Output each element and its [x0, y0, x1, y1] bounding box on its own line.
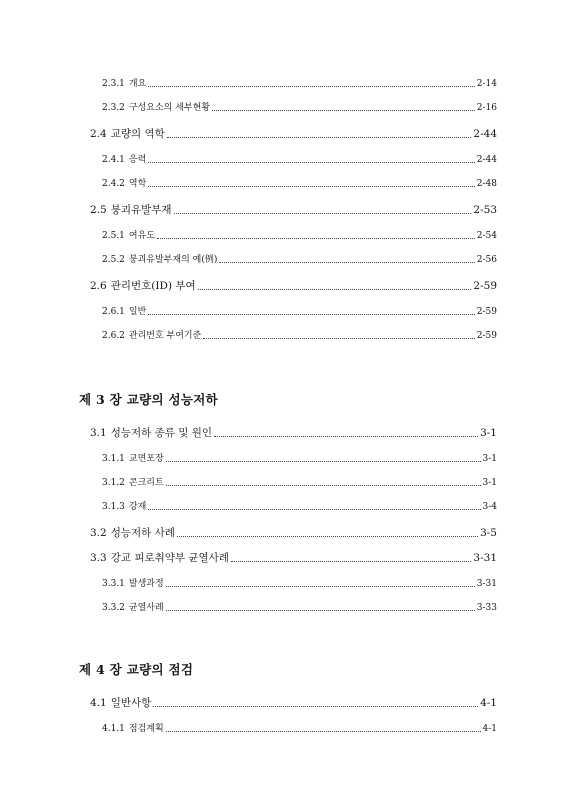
dot-leader [153, 706, 478, 707]
toc-entry-4-1[interactable] [90, 698, 497, 709]
dot-leader [148, 509, 480, 510]
toc-entry-page: 3-1 [482, 454, 497, 464]
chapter-title[interactable]: 제 4 장 교량의 점검 [79, 662, 194, 677]
toc-entry-3-2[interactable] [90, 528, 497, 539]
dot-leader [219, 262, 474, 263]
toc-entry-title: 균열사례 [128, 603, 164, 613]
toc-entry-3-3-1[interactable] [102, 580, 497, 589]
dot-leader [167, 137, 472, 138]
toc-entry-2-3-2[interactable] [102, 104, 497, 113]
toc-entry-2-6-2[interactable] [102, 332, 497, 341]
toc-entry-number: 2.5.1 [102, 231, 125, 241]
toc-entry-2-4[interactable] [90, 129, 497, 140]
dot-leader [174, 213, 472, 214]
toc-entry-title: 발생과정 [128, 579, 164, 589]
toc-entry-title: 교량의 역학 [110, 128, 165, 140]
dot-leader [198, 289, 472, 290]
toc-entry-title: 구성요소의 세부현황 [128, 103, 211, 113]
toc-entry-title: 강재 [128, 502, 147, 512]
dot-leader [166, 461, 481, 462]
toc-entry-page: 3-33 [476, 603, 497, 613]
dot-leader [166, 610, 475, 611]
toc-entry-page: 2-16 [476, 103, 497, 113]
toc-entry-page: 3-1 [482, 478, 497, 488]
toc-entry-3-1-2[interactable] [102, 479, 497, 488]
toc-entry-title: 응력 [128, 155, 147, 165]
toc-entry-page: 2-59 [473, 280, 497, 292]
toc-entry-number: 3.3 [90, 552, 107, 564]
dot-leader [148, 162, 474, 163]
toc-entry-number: 2.5.2 [102, 255, 125, 265]
toc-entry-3-3-2[interactable] [102, 604, 497, 613]
dot-leader [203, 338, 474, 339]
toc-entry-number: 2.4 [90, 128, 107, 140]
toc-entry-title: 일반 [128, 307, 147, 317]
toc-entry-title: 개요 [128, 79, 147, 89]
toc-entry-2-3-1[interactable] [102, 80, 497, 89]
toc-entry-page: 2-54 [476, 231, 497, 241]
toc-entry-number: 2.3.2 [102, 103, 125, 113]
toc-entry-3-1[interactable] [90, 428, 497, 439]
dot-leader [166, 731, 481, 732]
toc-entry-title: 역학 [128, 179, 147, 189]
toc-entry-number: 2.5 [90, 204, 107, 216]
dot-leader [177, 536, 478, 537]
toc-entry-2-5-1[interactable] [102, 232, 497, 241]
dot-leader [214, 436, 478, 437]
toc-entry-number: 4.1 [90, 697, 107, 709]
dot-leader [166, 485, 481, 486]
dot-leader [148, 186, 474, 187]
toc-entry-title: 점검계획 [128, 724, 164, 734]
toc-entry-4-1-1[interactable] [102, 725, 497, 734]
toc-entry-page: 4-1 [480, 697, 497, 709]
toc-entry-title: 성능저하 종류 및 원인 [110, 427, 213, 439]
toc-entry-2-4-1[interactable] [102, 156, 497, 165]
chapter-title[interactable]: 제 3 장 교량의 성능저하 [79, 392, 218, 407]
toc-entry-2-6[interactable] [90, 281, 497, 292]
toc-entry-page: 3-4 [482, 502, 497, 512]
toc-entry-title: 교면포장 [128, 454, 164, 464]
dot-leader [148, 86, 474, 87]
toc-entry-page: 3-31 [476, 579, 497, 589]
dot-leader [231, 561, 471, 562]
toc-entry-page: 2-48 [476, 179, 497, 189]
toc-entry-number: 2.3.1 [102, 79, 125, 89]
toc-entry-number: 3.3.1 [102, 579, 125, 589]
toc-entry-page: 3-31 [473, 552, 497, 564]
toc-entry-2-4-2[interactable] [102, 180, 497, 189]
toc-entry-number: 3.3.2 [102, 603, 125, 613]
toc-entry-page: 2-59 [476, 307, 497, 317]
toc-entry-title: 관리번호(ID) 부여 [110, 280, 196, 292]
toc-entry-number: 2.4.2 [102, 179, 125, 189]
toc-entry-2-5[interactable] [90, 205, 497, 216]
toc-entry-title: 강교 피로취약부 균열사례 [110, 552, 229, 564]
toc-entry-page: 2-53 [473, 204, 497, 216]
toc-entry-number: 4.1.1 [102, 724, 125, 734]
toc-entry-title: 붕괴유발부재의 예(例) [128, 255, 218, 265]
toc-entry-title: 여유도 [128, 231, 155, 241]
toc-entry-page: 2-44 [476, 155, 497, 165]
toc-entry-number: 3.1.3 [102, 502, 125, 512]
toc-entry-number: 2.6.1 [102, 307, 125, 317]
toc-entry-title: 관리번호 부여기준 [128, 331, 202, 341]
toc-entry-page: 3-5 [480, 527, 497, 539]
toc-entry-number: 2.6.2 [102, 331, 125, 341]
toc-entry-page: 2-59 [476, 331, 497, 341]
toc-entry-number: 3.1 [90, 427, 107, 439]
dot-leader [157, 238, 475, 239]
toc-entry-number: 3.1.2 [102, 478, 125, 488]
toc-entry-number: 2.4.1 [102, 155, 125, 165]
toc-entry-page: 2-44 [473, 128, 497, 140]
toc-entry-page: 2-14 [476, 79, 497, 89]
toc-entry-page: 4-1 [482, 724, 497, 734]
toc-entry-title: 콘크리트 [128, 478, 164, 488]
toc-entry-number: 2.6 [90, 280, 107, 292]
toc-entry-3-3[interactable] [90, 553, 497, 564]
toc-entry-2-5-2[interactable] [102, 256, 497, 265]
toc-entry-number: 3.2 [90, 527, 107, 539]
toc-entry-3-1-3[interactable] [102, 503, 497, 512]
toc-entry-page: 2-56 [476, 255, 497, 265]
dot-leader [166, 586, 475, 587]
toc-entry-2-6-1[interactable] [102, 308, 497, 317]
toc-entry-title: 성능저하 사례 [110, 527, 175, 539]
toc-entry-number: 3.1.1 [102, 454, 125, 464]
toc-entry-title: 일반사항 [110, 697, 152, 709]
dot-leader [148, 314, 474, 315]
toc-entry-title: 붕괴유발부재 [110, 204, 172, 216]
toc-entry-page: 3-1 [480, 427, 497, 439]
dot-leader [212, 110, 475, 111]
toc-entry-3-1-1[interactable] [102, 455, 497, 464]
